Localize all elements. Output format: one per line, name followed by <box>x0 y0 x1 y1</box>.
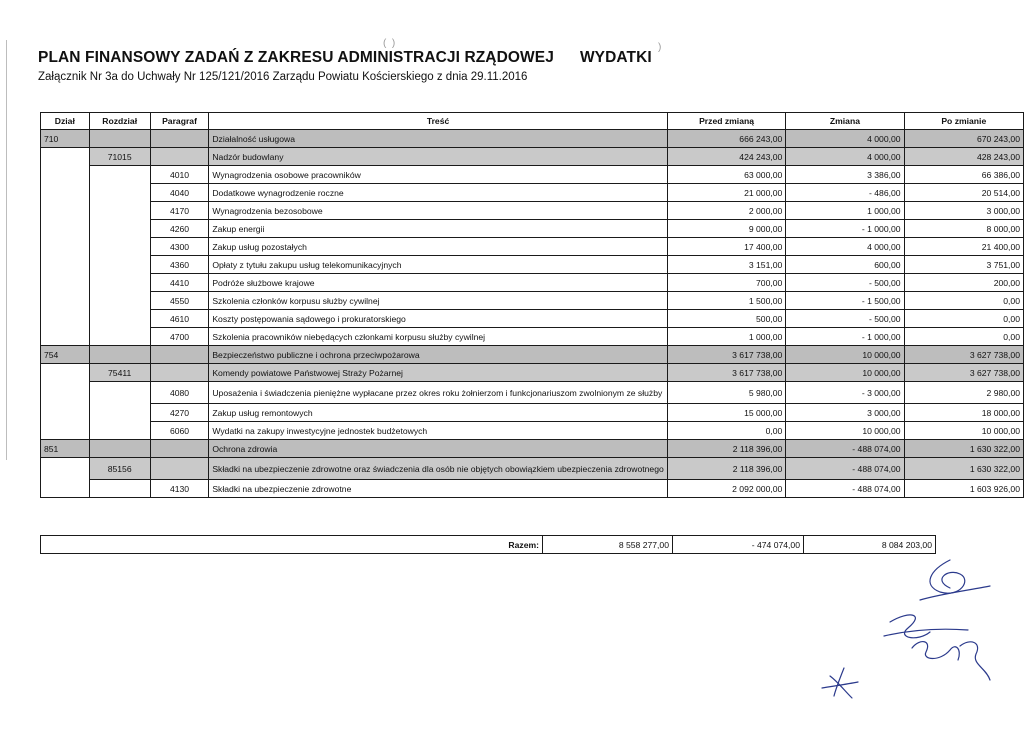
cell-przed: 3 617 738,00 <box>667 364 786 382</box>
cell-paragraf <box>150 130 209 148</box>
cell-zmiana: 10 000,00 <box>786 346 904 364</box>
cell-zmiana: - 488 074,00 <box>786 480 904 498</box>
signature-stroke <box>834 668 844 696</box>
cell-po: 10 000,00 <box>904 422 1023 440</box>
cell-paragraf: 4610 <box>150 310 209 328</box>
signature-stroke <box>890 615 930 638</box>
cell-przed: 3 617 738,00 <box>667 346 786 364</box>
signature-stroke <box>830 676 852 698</box>
cell-dzial-span <box>41 364 90 440</box>
total-label: Razem: <box>41 536 543 554</box>
cell-rozdzial-span <box>89 480 150 498</box>
table-row <box>41 184 1024 202</box>
cell-zmiana: - 1 000,00 <box>786 220 904 238</box>
cell-paragraf <box>150 440 209 458</box>
cell-tresc: Podróże służbowe krajowe <box>209 274 667 292</box>
cell-po: 1 630 322,00 <box>904 440 1023 458</box>
cell-zmiana: 600,00 <box>786 256 904 274</box>
cell-po: 21 400,00 <box>904 238 1023 256</box>
cell-po: 670 243,00 <box>904 130 1023 148</box>
cell-tresc: Zakup energii <box>209 220 667 238</box>
header-rozdzial: Rozdział <box>89 113 150 130</box>
cell-tresc: Komendy powiatowe Państwowej Straży Pożarnej <box>209 364 667 382</box>
cell-zmiana: 3 386,00 <box>786 166 904 184</box>
cell-paragraf: 4360 <box>150 256 209 274</box>
cell-zmiana: 4 000,00 <box>786 130 904 148</box>
cell-przed: 500,00 <box>667 310 786 328</box>
cell-zmiana: 10 000,00 <box>786 422 904 440</box>
cell-zmiana: - 500,00 <box>786 310 904 328</box>
page-subtitle: Załącznik Nr 3a do Uchwały Nr 125/121/2016 Zarządu Powiatu Kościerskiego z dnia 29.11.2016 <box>38 71 528 83</box>
cell-po: 8 000,00 <box>904 220 1023 238</box>
table-row <box>41 166 1024 184</box>
header-paragraf: Paragraf <box>150 113 209 130</box>
cell-po: 200,00 <box>904 274 1023 292</box>
table-row <box>41 220 1024 238</box>
cell-przed: 2 118 396,00 <box>667 458 786 480</box>
table-row-dzial <box>41 130 1024 148</box>
cell-zmiana: 1 000,00 <box>786 202 904 220</box>
cell-zmiana: - 500,00 <box>786 274 904 292</box>
header-zmiana: Zmiana <box>786 113 904 130</box>
cell-dzial: 851 <box>41 440 90 458</box>
cell-po: 20 514,00 <box>904 184 1023 202</box>
cell-tresc: Opłaty z tytułu zakupu usług telekomunikacyjnych <box>209 256 667 274</box>
finance-plan-table <box>40 112 1024 498</box>
cell-przed: 15 000,00 <box>667 404 786 422</box>
scan-mark: ) <box>658 42 662 53</box>
cell-paragraf <box>150 346 209 364</box>
cell-rozdzial: 85156 <box>89 458 150 480</box>
total-przed: 8 558 277,00 <box>543 536 673 554</box>
table-row <box>41 422 1024 440</box>
cell-rozdzial-span <box>89 382 150 440</box>
cell-przed: 17 400,00 <box>667 238 786 256</box>
cell-tresc: Działalność usługowa <box>209 130 667 148</box>
cell-po: 1 603 926,00 <box>904 480 1023 498</box>
table-row-dzial <box>41 440 1024 458</box>
cell-tresc: Nadzór budowlany <box>209 148 667 166</box>
cell-zmiana: 4 000,00 <box>786 238 904 256</box>
cell-tresc: Zakup usług remontowych <box>209 404 667 422</box>
table-row <box>41 310 1024 328</box>
signature-stroke <box>960 642 990 680</box>
cell-zmiana: - 1 500,00 <box>786 292 904 310</box>
table-row-rozdzial <box>41 148 1024 166</box>
cell-tresc: Ochrona zdrowia <box>209 440 667 458</box>
cell-dzial-span <box>41 458 90 498</box>
cell-tresc: Wynagrodzenia bezosobowe <box>209 202 667 220</box>
cell-po: 2 980,00 <box>904 382 1023 404</box>
cell-tresc: Szkolenia pracowników niebędących członkami korpusu służby cywilnej <box>209 328 667 346</box>
cell-po: 428 243,00 <box>904 148 1023 166</box>
title-main: PLAN FINANSOWY ZADAŃ Z ZAKRESU ADMINISTRACJI RZĄDOWEJ <box>38 49 554 66</box>
cell-przed: 1 500,00 <box>667 292 786 310</box>
table-row <box>41 256 1024 274</box>
cell-przed: 63 000,00 <box>667 166 786 184</box>
cell-po: 0,00 <box>904 310 1023 328</box>
cell-paragraf: 4550 <box>150 292 209 310</box>
scan-mark: ( ) <box>383 38 396 49</box>
table-row <box>41 404 1024 422</box>
cell-tresc: Składki na ubezpieczenie zdrowotne oraz świadczenia dla osób nie objętych obowiązkiem ubezpieczenia zdrowotnego <box>209 458 667 480</box>
cell-po: 3 627 738,00 <box>904 346 1023 364</box>
cell-zmiana: - 3 000,00 <box>786 382 904 404</box>
cell-po: 0,00 <box>904 328 1023 346</box>
total-po: 8 084 203,00 <box>804 536 936 554</box>
header-po-zmianie: Po zmianie <box>904 113 1023 130</box>
cell-przed: 2 092 000,00 <box>667 480 786 498</box>
cell-zmiana: - 1 000,00 <box>786 328 904 346</box>
table-row <box>41 238 1024 256</box>
cell-tresc: Koszty postępowania sądowego i prokuratorskiego <box>209 310 667 328</box>
cell-paragraf: 6060 <box>150 422 209 440</box>
cell-zmiana: 3 000,00 <box>786 404 904 422</box>
table-row-rozdzial <box>41 364 1024 382</box>
table-row <box>41 328 1024 346</box>
cell-po: 3 000,00 <box>904 202 1023 220</box>
cell-przed: 2 000,00 <box>667 202 786 220</box>
table-row <box>41 274 1024 292</box>
table-row-dzial <box>41 346 1024 364</box>
cell-tresc: Bezpieczeństwo publiczne i ochrona przeciwpożarowa <box>209 346 667 364</box>
cell-paragraf: 4300 <box>150 238 209 256</box>
cell-przed: 2 118 396,00 <box>667 440 786 458</box>
cell-zmiana: 4 000,00 <box>786 148 904 166</box>
cell-rozdzial <box>89 440 150 458</box>
cell-tresc: Dodatkowe wynagrodzenie roczne <box>209 184 667 202</box>
cell-paragraf: 4040 <box>150 184 209 202</box>
handwritten-signatures <box>800 550 1000 710</box>
cell-tresc: Składki na ubezpieczenie zdrowotne <box>209 480 667 498</box>
cell-przed: 9 000,00 <box>667 220 786 238</box>
table-row <box>41 382 1024 404</box>
cell-tresc: Uposażenia i świadczenia pieniężne wypłacane przez okres roku żołnierzom i funkcjonariuszom zwolnionym ze służby <box>209 382 667 404</box>
header-tresc: Treść <box>209 113 667 130</box>
signature-stroke <box>920 586 990 600</box>
signature-stroke <box>930 560 965 593</box>
cell-tresc: Zakup usług pozostałych <box>209 238 667 256</box>
cell-rozdzial: 75411 <box>89 364 150 382</box>
cell-po: 66 386,00 <box>904 166 1023 184</box>
cell-paragraf <box>150 148 209 166</box>
cell-po: 18 000,00 <box>904 404 1023 422</box>
table-row-rozdzial <box>41 458 1024 480</box>
page-title <box>38 49 652 67</box>
cell-zmiana: 10 000,00 <box>786 364 904 382</box>
cell-tresc: Wynagrodzenia osobowe pracowników <box>209 166 667 184</box>
cell-zmiana: - 488 074,00 <box>786 458 904 480</box>
cell-paragraf: 4170 <box>150 202 209 220</box>
cell-paragraf: 4080 <box>150 382 209 404</box>
cell-przed: 5 980,00 <box>667 382 786 404</box>
cell-paragraf: 4010 <box>150 166 209 184</box>
cell-rozdzial-span <box>89 166 150 346</box>
scan-edge-line <box>6 40 7 460</box>
table-row <box>41 202 1024 220</box>
total-zmiana: - 474 074,00 <box>673 536 804 554</box>
cell-przed: 0,00 <box>667 422 786 440</box>
cell-przed: 21 000,00 <box>667 184 786 202</box>
cell-paragraf: 4410 <box>150 274 209 292</box>
cell-po: 3 627 738,00 <box>904 364 1023 382</box>
header-dzial: Dział <box>41 113 90 130</box>
cell-przed: 3 151,00 <box>667 256 786 274</box>
cell-przed: 666 243,00 <box>667 130 786 148</box>
cell-przed: 424 243,00 <box>667 148 786 166</box>
cell-przed: 700,00 <box>667 274 786 292</box>
cell-paragraf: 4270 <box>150 404 209 422</box>
cell-rozdzial <box>89 130 150 148</box>
cell-paragraf: 4700 <box>150 328 209 346</box>
cell-rozdzial: 71015 <box>89 148 150 166</box>
cell-tresc: Wydatki na zakupy inwestycyjne jednostek budżetowych <box>209 422 667 440</box>
cell-dzial: 710 <box>41 130 90 148</box>
cell-po: 0,00 <box>904 292 1023 310</box>
cell-przed: 1 000,00 <box>667 328 786 346</box>
cell-po: 3 751,00 <box>904 256 1023 274</box>
cell-po: 1 630 322,00 <box>904 458 1023 480</box>
table-row <box>41 292 1024 310</box>
cell-paragraf: 4130 <box>150 480 209 498</box>
header-przed-zmiana: Przed zmianą <box>667 113 786 130</box>
cell-zmiana: - 488 074,00 <box>786 440 904 458</box>
cell-tresc: Szkolenia członków korpusu służby cywilnej <box>209 292 667 310</box>
signature-stroke <box>912 642 959 660</box>
cell-paragraf <box>150 458 209 480</box>
cell-paragraf: 4260 <box>150 220 209 238</box>
cell-paragraf <box>150 364 209 382</box>
cell-rozdzial <box>89 346 150 364</box>
title-kind: WYDATKI <box>579 49 652 66</box>
cell-dzial: 754 <box>41 346 90 364</box>
cell-zmiana: - 486,00 <box>786 184 904 202</box>
table-row <box>41 480 1024 498</box>
cell-dzial-span <box>41 148 90 346</box>
